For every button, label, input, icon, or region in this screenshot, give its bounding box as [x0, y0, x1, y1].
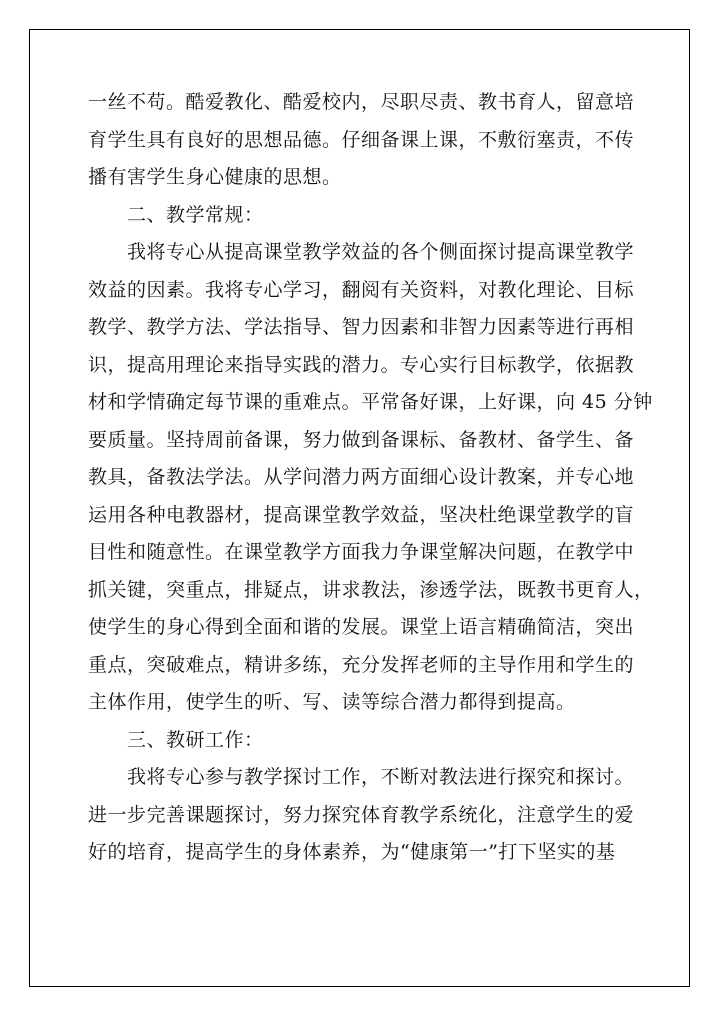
text-line: 教具，备教法学法。从学问潜力两方面细心设计教案，并专心地: [88, 466, 635, 488]
text-line: 主体作用，使学生的听、写、读等综合潜力都得到提高。: [88, 691, 576, 713]
text-line: 育学生具有良好的思想品德。仔细备课上课，不敷衍塞责，不传: [88, 128, 635, 151]
text-line: 播有害学生身心健康的思想。: [88, 166, 342, 188]
text-line: 要质量。坚持周前备课，努力做到备课标、备教材、备学生、备: [88, 428, 635, 451]
text-line: 识，提高用理论来指导实践的潜力。专心实行目标教学，依据教: [88, 353, 635, 376]
text-line: 重点，突破难点，精讲多练，充分发挥老师的主导作用和学生的: [88, 653, 635, 676]
document-body: [88, 84, 654, 872]
text-line: 二、教学常规：: [127, 203, 264, 226]
text-line: 使学生的身心得到全面和谐的发展。课堂上语言精确简洁，突出: [88, 616, 635, 638]
text-line: 进一步完善课题探讨，努力探究体育教学系统化，注意学生的爱: [88, 803, 635, 826]
text-line: 好的培育，提高学生的身体素养，为“健康第一”打下坚实的基: [88, 841, 616, 863]
text-line: 效益的因素。我将专心学习，翻阅有关资料，对教化理论、目标: [88, 278, 635, 301]
text-line: 我将专心从提高课堂教学效益的各个侧面探讨提高课堂教学: [127, 241, 635, 263]
text-line: 一丝不苟。酷爱教化、酷爱校内，尽职尽责、教书育人，留意培: [88, 91, 635, 113]
text-line: 运用各种电教器材，提高课堂教学效益，坚决杜绝课堂教学的盲: [88, 503, 635, 526]
text-line: 我将专心参与教学探讨工作，不断对教法进行探究和探讨。: [127, 766, 635, 788]
text-line: 三、教研工作：: [127, 728, 264, 751]
text-line: 材和学情确定每节课的重难点。平常备好课，上好课，向 45 分钟: [88, 391, 653, 413]
text-line: 教学、教学方法、学法指导、智力因素和非智力因素等进行再相: [88, 316, 635, 338]
text-line: 抓关键，突重点，排疑点，讲求教法，渗透学法，既教书更育人，: [88, 578, 654, 601]
text-line: 目性和随意性。在课堂教学方面我力争课堂解决问题，在教学中: [88, 541, 635, 563]
